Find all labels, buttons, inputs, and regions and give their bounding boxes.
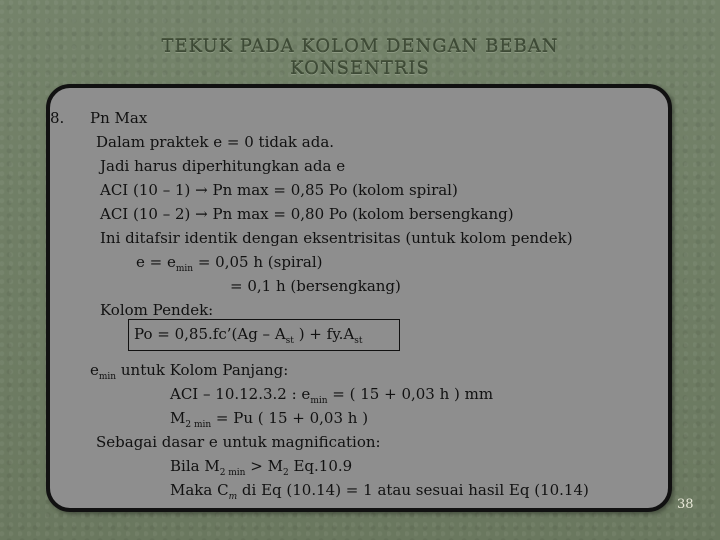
po-formula: [134, 324, 363, 351]
formula-bila: [170, 456, 352, 483]
text-line-1: Dalam praktek e = 0 tidak ada.: [96, 133, 335, 151]
page-number: 38: [677, 497, 694, 512]
emin-text-b: untuk Kolom Panjang:: [116, 361, 289, 379]
formula-maka-subscript: m: [228, 492, 238, 502]
heading: Pn Max: [90, 109, 148, 127]
text-magnification: Sebagai dasar e untuk magnification:: [96, 433, 381, 451]
text-line-4: ACI (10 – 2) → Pn max = 0,80 Po (kolom bersengkang): [100, 205, 514, 223]
slide-title-line-2: KONSENTRIS: [290, 58, 430, 79]
slide-title: [0, 36, 720, 80]
formula-maka: [170, 480, 589, 507]
formula-m2min-subscript: 2 min: [185, 420, 212, 430]
formula-e-min-subscript: min: [175, 264, 194, 274]
po-formula-subscript-2: st: [354, 336, 363, 346]
formula-e-min: [136, 252, 323, 279]
formula-bila-text-a: Bila M: [170, 457, 220, 475]
emin-subscript: min: [98, 372, 117, 382]
formula-e-min-text-b: = 0,05 h (spiral): [193, 253, 323, 271]
formula-aci-text-b: = ( 15 + 0,03 h ) mm: [327, 385, 494, 403]
formula-aci-text-a: ACI – 10.12.3.2 : e: [170, 385, 311, 403]
text-emin-kolom-panjang: [90, 360, 288, 387]
formula-m2min-text-a: M: [170, 409, 186, 427]
formula-bila-subscript-2: 2: [282, 468, 289, 478]
text-kolom-pendek: Kolom Pendek:: [100, 301, 214, 319]
po-formula-subscript-1: st: [285, 336, 294, 346]
po-formula-text-b: ) + fy.A: [293, 325, 355, 343]
formula-bila-text-c: Eq.10.9: [288, 457, 353, 475]
text-line-5: Ini ditafsir identik dengan eksentrisitas (untuk kolom pendek): [100, 229, 573, 247]
slide-title-line-1: TEKUK PADA KOLOM DENGAN BEBAN: [161, 36, 559, 57]
text-line-3: ACI (10 – 1) → Pn max = 0,85 Po (kolom spiral): [100, 181, 458, 199]
formula-bila-subscript-1: 2 min: [219, 468, 246, 478]
formula-aci-subscript: min: [310, 396, 328, 406]
formula-aci: [170, 384, 493, 411]
formula-e-min-text-a: e = e: [136, 253, 176, 271]
text-line-2: Jadi harus diperhitungkan ada e: [100, 157, 346, 175]
formula-maka-text-b: di Eq (10.14) = 1 atau sesuai hasil Eq (10.14): [237, 481, 589, 499]
formula-m2min: [170, 408, 368, 435]
formula-maka-text-a: Maka C: [170, 481, 229, 499]
formula-bila-text-b: > M: [245, 457, 283, 475]
emin-text-a: e: [90, 361, 99, 379]
formula-bersengkang: = 0,1 h (bersengkang): [230, 277, 401, 295]
po-formula-text-a: Po = 0,85.fc’(Ag – A: [134, 325, 286, 343]
item-number: 8.: [50, 109, 65, 127]
formula-m2min-text-b: = Pu ( 15 + 0,03 h ): [211, 409, 369, 427]
